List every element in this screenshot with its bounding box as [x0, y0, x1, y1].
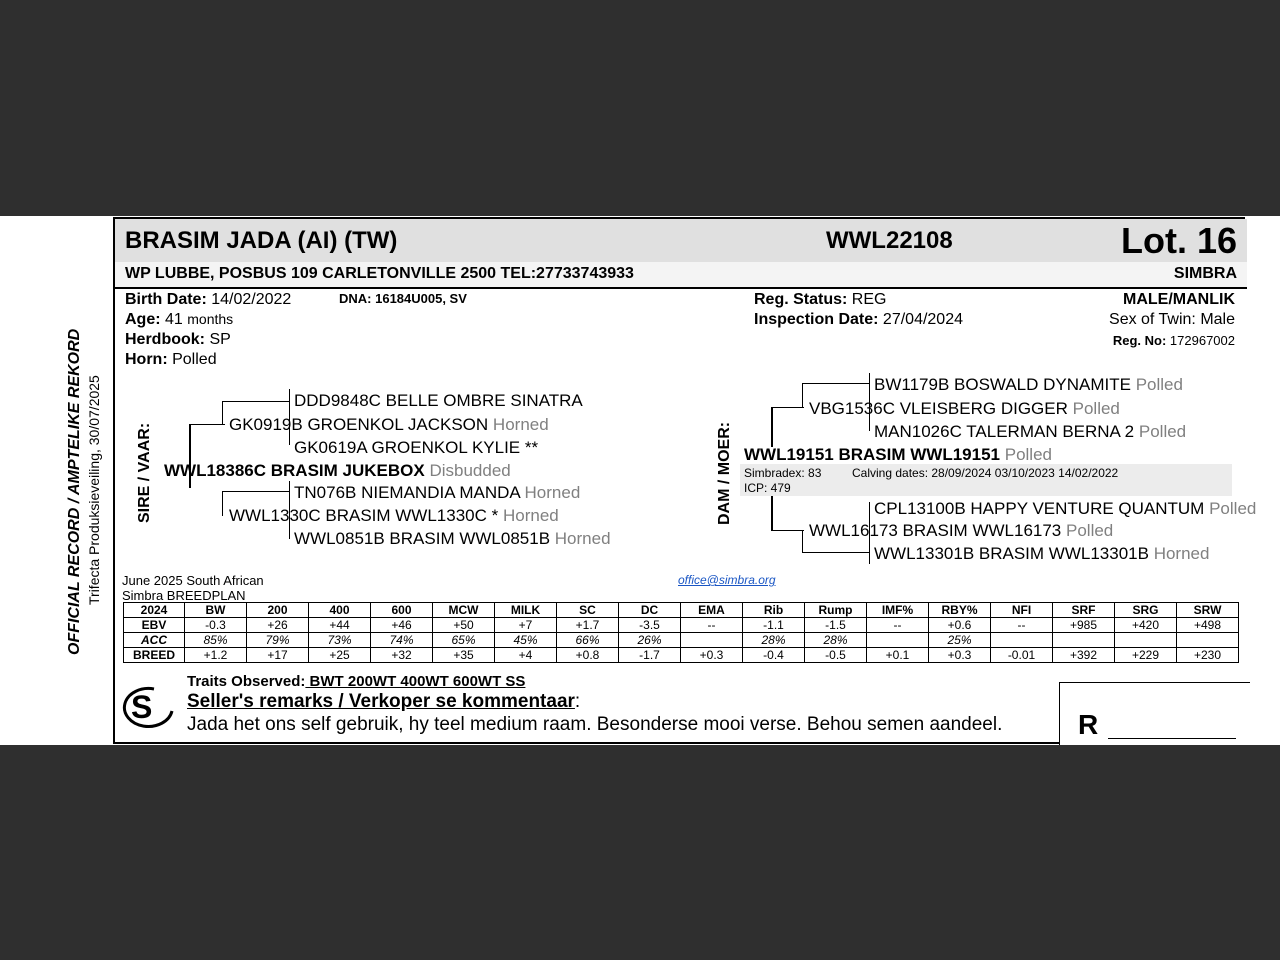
ebv-cell: [991, 633, 1053, 648]
ebv-cell: +35: [433, 648, 495, 663]
ebv-header-row: [124, 603, 1239, 618]
sire-dam: [229, 506, 559, 526]
ebv-cell: +50: [433, 618, 495, 633]
ebv-cell: 28%: [743, 633, 805, 648]
ebv-cell: +44: [309, 618, 371, 633]
dna-info: DNA: 16184U005, SV: [339, 291, 467, 306]
reg-number: [1113, 333, 1235, 348]
birth-date-value: 14/02/2022: [211, 291, 292, 308]
reg-status-label: Reg. Status:: [754, 291, 848, 308]
age: [125, 311, 233, 329]
dam-dam-dam: [874, 544, 1209, 564]
breeder-address: WP LUBBE, POSBUS 109 CARLETONVILLE 2500 TEL:27733743933: [125, 265, 634, 282]
ebv-cell: 28%: [805, 633, 867, 648]
ebv-cell: 26%: [619, 633, 681, 648]
sire-sire: [229, 415, 549, 435]
pedigree-name: CPL13100B HAPPY VENTURE QUANTUM: [874, 499, 1205, 518]
ebv-cell: 25%: [929, 633, 991, 648]
signature-line: [1108, 738, 1236, 739]
traits-observed: [187, 673, 525, 690]
sex-of-twin: Sex of Twin: Male: [1109, 311, 1235, 328]
ebv-cell: +25: [309, 648, 371, 663]
dam-sire-dam: [874, 422, 1186, 442]
sire-dam-dam: [294, 529, 611, 549]
ebv-header-cell: SRF: [1053, 603, 1115, 618]
dam-name: [744, 445, 1052, 465]
ebv-cell: -0.4: [743, 648, 805, 663]
ebv-cell: 85%: [185, 633, 247, 648]
ebv-header-cell: NFI: [991, 603, 1053, 618]
ebv-cell: -3.5: [619, 618, 681, 633]
ebv-header-cell: SRG: [1115, 603, 1177, 618]
ebv-cell: +7: [495, 618, 557, 633]
ebv-row-acc: [124, 633, 1239, 648]
ebv-cell: -1.5: [805, 618, 867, 633]
ebv-row-label: EBV: [124, 618, 185, 633]
horn-status-text: Horned: [524, 483, 581, 502]
dam-dam: [809, 521, 1113, 541]
ebv-header-cell: 600: [371, 603, 433, 618]
ebv-cell: +0.8: [557, 648, 619, 663]
calving-dates: Calving dates: 28/09/2024 03/10/2023 14/02/2022: [852, 466, 1119, 480]
ebv-header-cell: Rump: [805, 603, 867, 618]
dam-sire-sire: [874, 375, 1183, 395]
sire-dam-sire: [294, 483, 580, 503]
registration-code: WWL22108: [826, 227, 953, 254]
horn-status-text: Disbudded: [429, 461, 511, 480]
svg-text:S: S: [131, 689, 153, 725]
horn-status-text: Horned: [1153, 544, 1210, 563]
ebv-cell: +26: [247, 618, 309, 633]
age-unit: months: [187, 311, 234, 327]
ebv-cell: +498: [1177, 618, 1239, 633]
ebv-cell: +0.1: [867, 648, 929, 663]
age-label: Age:: [125, 311, 161, 328]
lot-number: Lot. 16: [1120, 220, 1237, 261]
pedigree-name: WWL13301B BRASIM WWL13301B: [874, 544, 1149, 563]
ebv-row-ebv: [124, 618, 1239, 633]
ebv-row-breed: [124, 648, 1239, 663]
breedplan-line2: Simbra BREEDPLAN: [122, 588, 246, 603]
simbra-logo-icon: [114, 683, 180, 733]
sire-section-label: SIRE / VAAR:: [136, 422, 153, 523]
dam-performance-box: [740, 464, 1232, 496]
animal-name: BRASIM JADA (AI) (TW): [125, 227, 398, 254]
ebv-cell: +17: [247, 648, 309, 663]
ebv-cell: 45%: [495, 633, 557, 648]
ebv-cell: 66%: [557, 633, 619, 648]
ebv-header-cell: SRW: [1177, 603, 1239, 618]
email-link[interactable]: office@simbra.org: [678, 573, 776, 587]
traits-label: Traits Observed:: [187, 673, 306, 690]
ebv-header-cell: 400: [309, 603, 371, 618]
ebv-cell: +0.3: [681, 648, 743, 663]
horn-status-text: Horned: [554, 529, 611, 548]
reg-number-label: Reg. No:: [1112, 333, 1167, 348]
catalogue-page: [0, 216, 1280, 745]
ebv-row-label: BREED: [124, 648, 185, 663]
ebv-header-cell: IMF%: [867, 603, 929, 618]
pedigree-name: WWL19151 BRASIM WWL19151: [744, 445, 1000, 464]
pedigree-name: BW1179B BOSWALD DYNAMITE: [874, 375, 1131, 394]
ebv-table: [123, 602, 1239, 663]
bid-box[interactable]: [1059, 682, 1250, 745]
inspection-date-label: Inspection Date:: [754, 311, 879, 328]
herdbook-value: SP: [209, 331, 231, 348]
ebv-header-cell: MILK: [495, 603, 557, 618]
icp: ICP: 479: [744, 481, 791, 495]
dam-section-label: DAM / MOER:: [716, 421, 733, 525]
ebv-cell: +0.6: [929, 618, 991, 633]
sex-label: MALE/MANLIK: [1123, 291, 1235, 308]
remarks-text: Jada het ons self gebruik, hy teel medium raam. Besonderse mooi verse. Behou semen aandeel.: [187, 714, 1003, 735]
sire-name: [164, 461, 511, 481]
ebv-cell: +392: [1053, 648, 1115, 663]
pedigree-name: WWL1330C BRASIM WWL1330C *: [229, 506, 499, 525]
reg-status-value: REG: [851, 291, 887, 308]
horn-status: [125, 351, 217, 369]
ebv-header-cell: EMA: [681, 603, 743, 618]
ebv-cell: --: [991, 618, 1053, 633]
pedigree-name: WWL16173 BRASIM WWL16173: [809, 521, 1062, 540]
breedplan-line1: June 2025 South African: [122, 573, 264, 588]
ebv-cell: +32: [371, 648, 433, 663]
r-label: R: [1078, 709, 1099, 740]
ebv-cell: -1.1: [743, 618, 805, 633]
reg-number-value: 172967002: [1169, 333, 1235, 348]
breed-label: SIMBRA: [1173, 265, 1237, 282]
reg-status: [754, 291, 886, 309]
pedigree-name: WWL0851B BRASIM WWL0851B: [294, 529, 551, 548]
remarks-label: Seller's remarks / Verkoper se kommentaar: [187, 691, 575, 712]
birth-date: [125, 291, 291, 309]
ebv-cell: [1053, 633, 1115, 648]
ebv-cell: +4: [495, 648, 557, 663]
ebv-cell: [1177, 633, 1239, 648]
ebv-cell: +0.3: [929, 648, 991, 663]
address-bar: [115, 262, 1247, 289]
ebv-header-cell: RBY%: [929, 603, 991, 618]
ebv-cell: +230: [1177, 648, 1239, 663]
ebv-cell: -0.5: [805, 648, 867, 663]
ebv-cell: 79%: [247, 633, 309, 648]
inspection-date-value: 27/04/2024: [882, 311, 963, 328]
ebv-header-cell: BW: [185, 603, 247, 618]
ebv-cell: --: [681, 618, 743, 633]
horn-status-text: Horned: [492, 415, 549, 434]
remarks-heading: [187, 691, 580, 713]
horn-status-text: Polled: [1066, 521, 1114, 540]
ebv-cell: -0.01: [991, 648, 1053, 663]
pedigree-name: TN076B NIEMANDIA MANDA: [294, 483, 520, 502]
ebv-cell: [1115, 633, 1177, 648]
horn-label: Horn:: [125, 351, 168, 368]
horn-status-text: Polled: [1135, 375, 1183, 394]
pedigree-name: GK0919B GROENKOL JACKSON: [229, 415, 489, 434]
ebv-cell: +1.7: [557, 618, 619, 633]
remarks-colon: :: [574, 691, 581, 712]
ebv-cell: +46: [371, 618, 433, 633]
ebv-header-cell: 200: [247, 603, 309, 618]
pedigree-name: VBG1536C VLEISBERG DIGGER: [809, 399, 1068, 418]
ebv-cell: --: [867, 618, 929, 633]
ebv-header-cell: DC: [619, 603, 681, 618]
ebv-cell: +229: [1115, 648, 1177, 663]
horn-status-text: Horned: [502, 506, 559, 525]
horn-status-text: Polled: [1004, 445, 1052, 464]
dam-sire: [809, 399, 1120, 419]
ebv-header-cell: 2024: [124, 603, 185, 618]
sire-sire-sire: [294, 391, 583, 411]
official-record-label: OFFICIAL RECORD / AMPTELIKE REKORD: [66, 328, 83, 655]
ebv-cell: [867, 633, 929, 648]
ebv-cell: [681, 633, 743, 648]
horn-value: Polled: [172, 351, 217, 368]
horn-status-text: Polled: [1138, 422, 1187, 441]
traits-value: BWT 200WT 400WT 600WT SS: [305, 673, 526, 690]
horn-status-text: Polled: [1072, 399, 1120, 418]
auction-label: Trifecta Produksieveiling, 30/07/2025: [86, 375, 102, 605]
sire-sire-dam: [294, 438, 538, 458]
birth-date-label: Birth Date:: [125, 291, 207, 308]
dam-dam-sire: [874, 499, 1256, 519]
ebv-cell: +1.2: [185, 648, 247, 663]
ebv-cell: 65%: [433, 633, 495, 648]
horn-status-text: Polled: [1209, 499, 1257, 518]
card-header: [115, 219, 1247, 264]
pedigree-name: DDD9848C BELLE OMBRE SINATRA: [294, 391, 583, 410]
ebv-header-cell: MCW: [433, 603, 495, 618]
pedigree-name: MAN1026C TALERMAN BERNA 2: [874, 422, 1135, 441]
herdbook-label: Herdbook:: [125, 331, 205, 348]
ebv-cell: -1.7: [619, 648, 681, 663]
ebv-header-cell: SC: [557, 603, 619, 618]
inspection-date: [754, 311, 963, 329]
simbradex: Simbradex: 83: [744, 466, 822, 480]
pedigree-name: GK0619A GROENKOL KYLIE **: [294, 438, 539, 457]
ebv-row-label: ACC: [124, 633, 185, 648]
lot-card: [113, 217, 1257, 744]
ebv-cell: 74%: [371, 633, 433, 648]
herdbook: [125, 331, 231, 349]
pedigree-name: WWL18386C BRASIM JUKEBOX: [164, 461, 425, 480]
ebv-cell: +420: [1115, 618, 1177, 633]
ebv-cell: -0.3: [185, 618, 247, 633]
age-value: 41: [165, 311, 183, 328]
ebv-header-cell: Rib: [743, 603, 805, 618]
ebv-cell: 73%: [309, 633, 371, 648]
ebv-cell: +985: [1053, 618, 1115, 633]
